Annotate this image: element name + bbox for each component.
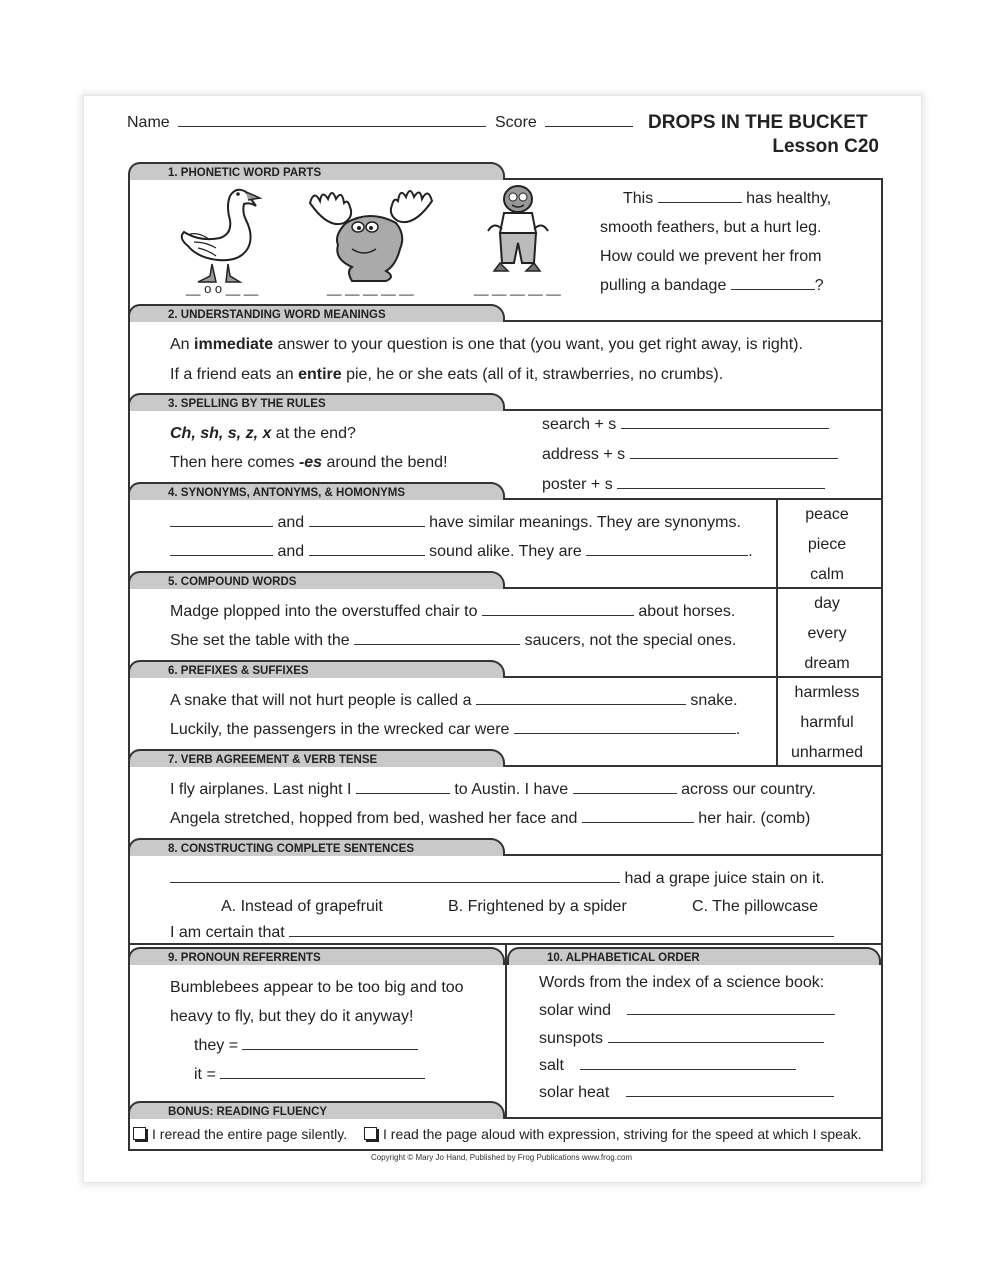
s4-line1[interactable]: and have similar meanings. They are synonyms. — [170, 514, 741, 532]
checkbox-icon[interactable] — [133, 1127, 146, 1140]
boy-picture — [482, 183, 554, 283]
tab-synonyms: 4. SYNONYMS, ANTONYMS, & HOMONYMS — [128, 482, 505, 500]
s6-line2[interactable]: Luckily, the passengers in the wrecked car were . — [170, 721, 741, 738]
s1-line4: pulling a bandage ? — [600, 277, 824, 294]
word-bank-calm: calm — [810, 566, 844, 583]
lesson-number: Lesson C20 — [772, 136, 879, 157]
s9-they-field[interactable]: they = — [194, 1037, 418, 1055]
goose-picture — [176, 182, 266, 286]
s10-word-solar-wind[interactable]: solar wind — [539, 1002, 835, 1020]
score-field[interactable] — [495, 114, 633, 132]
tab-compound-words: 5. COMPOUND WORDS — [128, 571, 505, 589]
tab-spelling-by-rules: 3. SPELLING BY THE RULES — [128, 393, 505, 411]
tab-reading-fluency: BONUS: READING FLUENCY — [128, 1101, 505, 1119]
s2-line2: If a friend eats an entire pie, he or she eats (all of it, strawberries, no crumbs). — [170, 366, 724, 383]
s7-line2[interactable]: Angela stretched, hopped from bed, washed her face and her hair. (comb) — [170, 810, 811, 827]
word-bank-harmful: harmful — [800, 714, 854, 731]
moose-picture — [306, 183, 436, 283]
s10-word-salt[interactable]: salt — [539, 1057, 796, 1075]
word-bank-unharmed: unharmed — [790, 744, 864, 761]
s8-option-b: B. Frightened by a spider — [448, 898, 627, 915]
s8-line1[interactable]: had a grape juice stain on it. — [170, 870, 825, 888]
s3-rule-line1: Ch, sh, s, z, x at the end? — [170, 425, 356, 442]
s10-word-solar-heat[interactable]: solar heat — [539, 1084, 834, 1102]
tab-complete-sentences: 8. CONSTRUCTING COMPLETE SENTENCES — [128, 838, 505, 856]
word-bank-harmless: harmless — [794, 684, 860, 701]
s3-rule-line2: Then here comes -es around the bend! — [170, 454, 448, 471]
s3-word2[interactable]: address + s — [542, 446, 838, 464]
s3-word1[interactable]: search + s — [542, 416, 829, 434]
tab-prefixes-suffixes: 6. PREFIXES & SUFFIXES — [128, 660, 505, 678]
s8-option-a: A. Instead of grapefruit — [221, 898, 383, 915]
tab-verb-agreement: 7. VERB AGREEMENT & VERB TENSE — [128, 749, 505, 767]
moose-answer-blank: __ __ __ __ __ — [327, 281, 414, 296]
bonus-option-aloud[interactable]: I read the page aloud with expression, striving for the speed at which I speak. — [364, 1126, 862, 1142]
s5-line1[interactable]: Madge plopped into the overstuffed chair to about horses. — [170, 603, 736, 620]
tab-understanding-word-meanings: 2. UNDERSTANDING WORD MEANINGS — [128, 304, 505, 322]
word-bank-day: day — [814, 595, 840, 612]
s2-line1: An immediate answer to your question is one that (you want, you get right away, is right). — [170, 336, 803, 353]
score-label: Score — [495, 114, 537, 131]
s7-line1[interactable]: I fly airplanes. Last night I to Austin. I have across our country. — [170, 781, 816, 798]
word-bank-every: every — [807, 625, 847, 642]
s10-word-sunspots[interactable]: sunspots — [539, 1030, 824, 1048]
s5-line2[interactable]: She set the table with the saucers, not the special ones. — [170, 632, 737, 649]
worksheet-title: DROPS IN THE BUCKET — [648, 112, 868, 133]
s6-line1[interactable]: A snake that will not hurt people is called a snake. — [170, 692, 738, 709]
bonus-option-silent[interactable]: I reread the entire page silently. — [133, 1126, 347, 1142]
tab-phonetic-word-parts: 1. PHONETIC WORD PARTS — [128, 162, 505, 180]
word-bank-peace: peace — [805, 506, 849, 523]
name-label: Name — [127, 114, 170, 131]
word-bank-piece: piece — [807, 536, 847, 553]
copyright-notice: Copyright © Mary Jo Hand, Published by Frog Publications www.frog.com — [370, 1153, 633, 1162]
goose-answer-blank: __ o o __ __ — [186, 281, 259, 296]
s1-line2: smooth feathers, but a hurt leg. — [600, 219, 822, 236]
s8-option-c: C. The pillowcase — [692, 898, 818, 915]
s9-line2: heavy to fly, but they do it anyway! — [170, 1008, 414, 1025]
s9-line1: Bumblebees appear to be too big and too — [170, 979, 464, 996]
tab-alphabetical-order: 10. ALPHABETICAL ORDER — [507, 947, 881, 965]
checkbox-icon[interactable] — [364, 1127, 377, 1140]
s4-line2[interactable]: and sound alike. They are . — [170, 543, 753, 561]
s1-line3: How could we prevent her from — [600, 248, 822, 265]
s8-line3[interactable]: I am certain that — [170, 924, 834, 942]
name-field[interactable] — [127, 114, 486, 132]
tab-pronoun-referrents: 9. PRONOUN REFERRENTS — [128, 947, 505, 965]
s9-it-field[interactable]: it = — [194, 1066, 425, 1084]
boy-answer-blank: __ __ __ __ __ — [474, 281, 561, 296]
s3-word3[interactable]: poster + s — [542, 476, 825, 494]
word-bank-dream: dream — [804, 655, 850, 672]
s10-intro: Words from the index of a science book: — [539, 974, 825, 991]
s1-line1: This has healthy, — [623, 190, 832, 207]
